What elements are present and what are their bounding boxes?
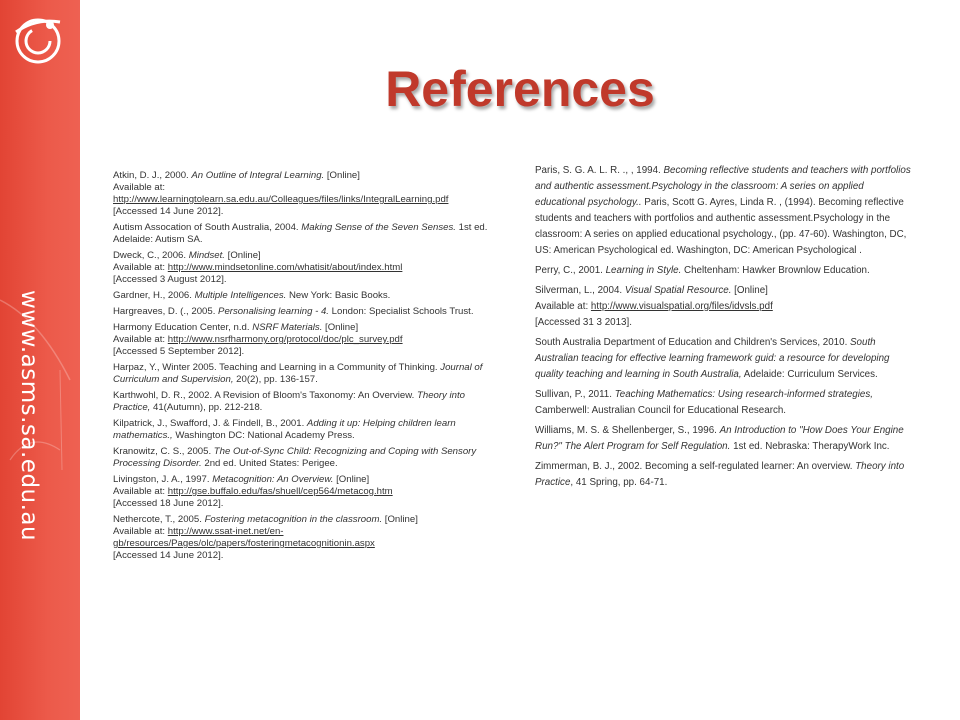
reference-text: Silverman, L., 2004. bbox=[535, 285, 625, 296]
reference-entry bbox=[113, 306, 503, 318]
references-left-column bbox=[113, 170, 503, 566]
reference-text: Cheltenham: Hawker Brownlow Education. bbox=[681, 265, 870, 276]
reference-link[interactable]: http://www.visualspatial.org/files/idvsls.pdf bbox=[590, 301, 773, 312]
reference-text: Hargreaves, D. (., 2005. bbox=[113, 306, 219, 317]
available-at-label: Available at: bbox=[113, 486, 168, 497]
reference-accessed-date: [Accessed 14 June 2012]. bbox=[113, 550, 224, 561]
side-band bbox=[0, 0, 80, 720]
reference-entry bbox=[113, 362, 503, 386]
reference-text: Kranowitz, C. S., 2005. bbox=[113, 446, 214, 457]
reference-text: London: Specialist Schools Trust. bbox=[328, 306, 474, 317]
reference-text: Atkin, D. J., 2000. bbox=[113, 170, 192, 181]
reference-text: New York: Basic Books. bbox=[286, 290, 391, 301]
reference-title: Theory into Practice, bbox=[113, 390, 465, 413]
reference-title: Fostering metacognition in the classroom. bbox=[204, 514, 383, 525]
reference-entry bbox=[535, 263, 915, 279]
school-logo-icon bbox=[10, 12, 66, 68]
reference-entry bbox=[113, 514, 503, 562]
available-at-label: Available at: bbox=[113, 262, 168, 273]
reference-entry bbox=[113, 474, 503, 510]
reference-title: South Australian teacing for effective learning framework guid: a resource for developing quality teaching and learning in South Australia, bbox=[535, 337, 890, 380]
reference-entry bbox=[113, 446, 503, 470]
available-at-label: Available at: bbox=[113, 526, 168, 537]
reference-text: , 41 Spring, pp. 64-71. bbox=[570, 477, 668, 488]
reference-text: [Online] bbox=[731, 285, 768, 296]
reference-text: Autism Assocation of South Australia, 2004. bbox=[113, 222, 302, 233]
reference-text: Camberwell: Australian Council for Educational Research. bbox=[535, 405, 787, 416]
reference-availability bbox=[113, 262, 503, 274]
reference-entry bbox=[535, 163, 915, 259]
reference-text: Paris, S. G. A. L. R. ., , 1994. bbox=[535, 165, 664, 176]
reference-title: Visual Spatial Resource. bbox=[624, 285, 732, 296]
reference-entry bbox=[535, 423, 915, 455]
reference-availability bbox=[113, 526, 503, 550]
reference-title: NSRF Materials. bbox=[252, 322, 323, 333]
reference-text: Washington DC: National Academy Press. bbox=[172, 430, 355, 441]
reference-text: Paris, Scott G. Ayres, Linda R. , (1994). Becoming reflective students and teachers with portfolios and authentic assessment.Psychology in the classroom: A series on applied educational psychology., (pp. 47-60). Washington, DC, US: American Psychological ed. Washington, DC: American Psychological . bbox=[535, 197, 907, 256]
reference-entry bbox=[535, 283, 915, 331]
reference-text: Gardner, H., 2006. bbox=[113, 290, 195, 301]
reference-title: Teaching Mathematics: Using research-informed strategies, bbox=[614, 389, 873, 400]
reference-text: 1st ed. Nebraska: TherapyWork Inc. bbox=[730, 441, 890, 452]
reference-text: Sullivan, P., 2011. bbox=[535, 389, 615, 400]
page-title: References bbox=[385, 61, 655, 117]
reference-availability bbox=[113, 182, 503, 206]
reference-text: Nethercote, T., 2005. bbox=[113, 514, 205, 525]
reference-availability bbox=[535, 299, 915, 315]
reference-availability bbox=[113, 334, 503, 346]
reference-text: Dweck, C., 2006. bbox=[113, 250, 189, 261]
reference-text: Harmony Education Center, n.d. bbox=[113, 322, 253, 333]
reference-title: An Outline of Integral Learning. bbox=[191, 170, 325, 181]
reference-entry bbox=[535, 387, 915, 419]
reference-entry bbox=[113, 390, 503, 414]
reference-title: The Out-of-Sync Child: Recognizing and Coping with Sensory Processing Disorder. bbox=[113, 446, 477, 469]
reference-text: [Online] bbox=[333, 474, 370, 485]
reference-title: Multiple Intelligences. bbox=[194, 290, 287, 301]
reference-text: 2nd ed. United States: Perigee. bbox=[201, 458, 338, 469]
available-at-label: Available at: bbox=[535, 301, 591, 312]
reference-title: Theory into Practice bbox=[535, 461, 905, 488]
reference-text: South Australia Department of Education and Children's Services, 2010. bbox=[535, 337, 851, 348]
reference-title: An Introduction to "How Does Your Engine Run?" The Alert Program for Self Regulation. bbox=[535, 425, 904, 452]
reference-text: Livingston, J. A., 1997. bbox=[113, 474, 213, 485]
available-at-label: Available at: bbox=[113, 182, 166, 193]
reference-text: Zimmerman, B. J., 2002. Becoming a self-regulated learner: An overview. bbox=[535, 461, 856, 472]
reference-text: 41(Autumn), pp. 212-218. bbox=[150, 402, 263, 413]
reference-entry bbox=[113, 170, 503, 218]
reference-accessed-date: [Accessed 18 June 2012]. bbox=[113, 498, 224, 509]
reference-title: Metacognition: An Overview. bbox=[212, 474, 334, 485]
reference-text: Williams, M. S. & Shellenberger, S., 1996. bbox=[535, 425, 720, 436]
reference-text: Karthwohl, D. R., 2002. A Revision of Bloom's Taxonomy: An Overview. bbox=[113, 390, 417, 401]
reference-link[interactable]: http://www.mindsetonline.com/whatisit/about/index.html bbox=[167, 262, 403, 273]
reference-text: [Online] bbox=[382, 514, 418, 525]
reference-title: Mindset. bbox=[188, 250, 225, 261]
reference-accessed-date: [Accessed 14 June 2012]. bbox=[113, 206, 224, 217]
reference-text: 1st ed. Adelaide: Autism SA. bbox=[113, 222, 488, 245]
reference-text: Kilpatrick, J., Swafford, J. & Findell, B., 2001. bbox=[113, 418, 307, 429]
site-url-text: www.asms.sa.edu.au bbox=[16, 290, 42, 542]
reference-title: Adding it up: Helping children learn mathematics., bbox=[113, 418, 456, 441]
reference-title: Making Sense of the Seven Senses. bbox=[301, 222, 456, 233]
reference-accessed-date: [Accessed 3 August 2012]. bbox=[113, 274, 227, 285]
reference-link[interactable]: http://www.nsrfharmony.org/protocol/doc/plc_survey.pdf bbox=[167, 334, 403, 345]
reference-title: Personalising learning - 4. bbox=[218, 306, 329, 317]
reference-link[interactable]: http://www.learningtolearn.sa.edu.au/Colleagues/files/links/IntegralLearning.pdf bbox=[113, 194, 449, 205]
reference-entry bbox=[113, 418, 503, 442]
reference-availability bbox=[113, 486, 503, 498]
reference-text: [Online] bbox=[224, 250, 261, 261]
reference-title: Learning in Style. bbox=[605, 265, 682, 276]
reference-entry bbox=[535, 459, 915, 491]
reference-accessed-date: [Accessed 5 September 2012]. bbox=[113, 346, 245, 357]
reference-title: Journal of Curriculum and Supervision, bbox=[113, 362, 483, 385]
reference-entry bbox=[535, 335, 915, 383]
reference-text: [Online] bbox=[324, 170, 360, 181]
reference-text: Adelaide: Curriculum Services. bbox=[741, 369, 878, 380]
reference-entry bbox=[113, 290, 503, 302]
reference-entry bbox=[113, 222, 503, 246]
reference-title: Becoming reflective students and teachers with portfolios and authentic assessment.Psychology in the classroom: A series on applied educational psychology.. bbox=[535, 165, 911, 208]
reference-link[interactable]: http://gse.buffalo.edu/fas/shuell/cep564/metacog.htm bbox=[167, 486, 393, 497]
reference-link[interactable]: http://www.ssat-inet.net/en-gb/resources/Pages/olc/papers/fosteringmetacognitionin.aspx bbox=[113, 526, 375, 549]
reference-text: Perry, C., 2001. bbox=[535, 265, 606, 276]
references-right-column bbox=[535, 163, 915, 495]
reference-entry bbox=[113, 322, 503, 358]
reference-entry bbox=[113, 250, 503, 286]
reference-text: 20(2), pp. 136-157. bbox=[233, 374, 318, 385]
reference-text: Harpaz, Y., Winter 2005. Teaching and Learning in a Community of Thinking. bbox=[113, 362, 441, 373]
reference-accessed-date: [Accessed 31 3 2013]. bbox=[535, 317, 632, 328]
reference-text: [Online] bbox=[322, 322, 359, 333]
available-at-label: Available at: bbox=[113, 334, 168, 345]
